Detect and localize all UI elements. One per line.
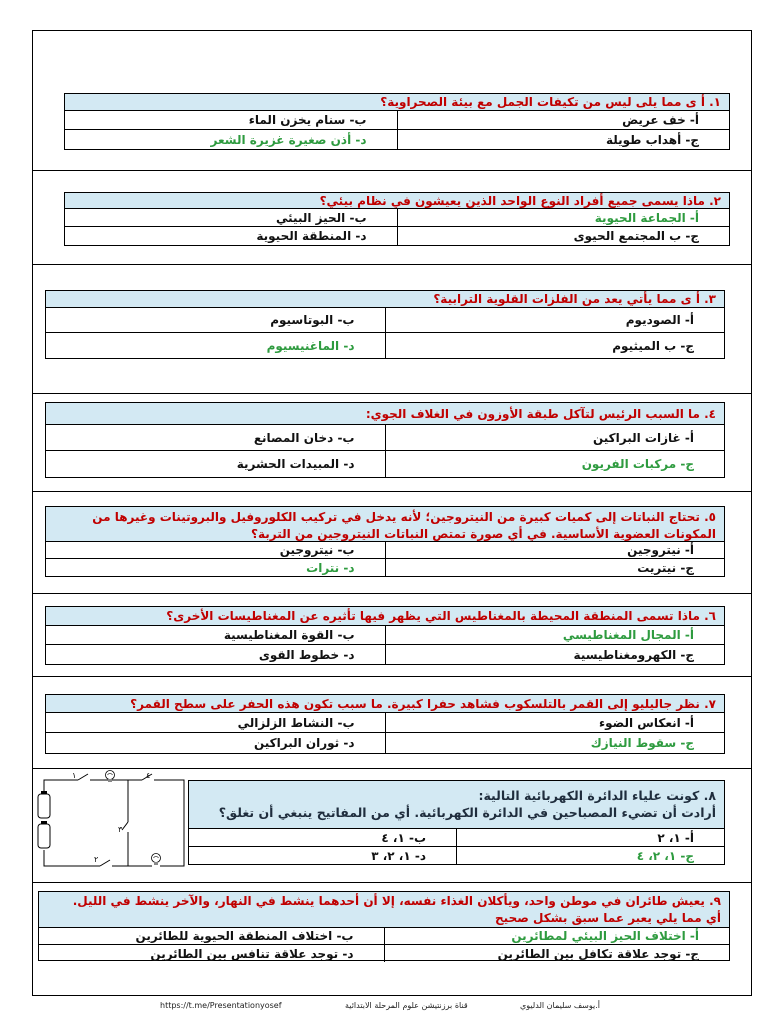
option-c[interactable]: ج- ب الميثيوم (612, 338, 694, 353)
question-stem-line-2: أي مما يلي يعبر عما سبق بشكل صحيح (495, 911, 721, 925)
option-d[interactable]: د- ثوران البراكين (46, 733, 386, 753)
section-divider (32, 491, 752, 492)
option-a-correct[interactable]: أ- المجال المغناطيسي (562, 628, 694, 642)
question-stem: ٧. نظر جاليليو إلى القمر بالتلسكوب فشاهد حفرا كبيرة. ما سبب تكون هذه الحفر على سطح القمر؟ (46, 695, 724, 713)
option-a-correct[interactable]: أ- اختلاف الحيز البيئي لمطائرين (511, 929, 699, 943)
question-stem-line-2: أرادت أن تضيء المصباحين في الدائرة الكهربائية. أي من المفاتيح ينبغي أن تغلق؟ (218, 805, 716, 820)
question-stem: ١. أ ى مما يلى ليس من تكيفات الجمل مع بيئة الصحراوية؟ (65, 94, 729, 111)
question-stem: ٥. تحتاج النباتات إلى كميات كبيرة من النيتروجين؛ لأنه يدخل في تركيب الكلوروفيل والبروتينات وغيرها من المكونات العضوية الأساسية. في أي صورة تمتص النباتات النيتروجين من التربة؟ (46, 507, 724, 542)
option-c[interactable]: ج- أهداب طويلة (605, 132, 699, 147)
option-c-correct[interactable]: ج- ١، ٢، ٤ (636, 848, 694, 863)
option-a[interactable]: أ- غازات البراكين (592, 430, 694, 445)
section-divider (32, 882, 752, 883)
switch-1 (78, 774, 88, 780)
options-row (46, 626, 724, 645)
question-stem: ٢. ماذا يسمى جميع أفراد النوع الواحد الذين يعيشون في نظام بيئي؟ (65, 193, 729, 209)
option-c-correct[interactable]: ج- سقوط النيازك (590, 736, 694, 750)
option-a[interactable]: أ- نيتروجين (627, 543, 694, 557)
option-d[interactable]: د- خطوط القوى (46, 645, 386, 664)
option-b[interactable]: ب- النشاط الزلزالي (46, 713, 386, 732)
question-7 (45, 694, 725, 754)
options-row (46, 308, 724, 333)
options-row (65, 227, 729, 245)
options-row (46, 542, 724, 559)
option-b[interactable]: ب- نيتروجين (46, 542, 386, 558)
options-row (46, 713, 724, 733)
question-stem-line-1: ٩. يعيش طائران في موطن واحد، ويأكلان الغذاء نفسه، إلا أن أحدهما ينشط في النهار، والآخر ينشط في الليل. (72, 894, 721, 908)
section-divider (32, 676, 752, 677)
options-row (189, 829, 724, 847)
option-d-correct[interactable]: د- الماغنيسيوم (46, 333, 386, 358)
switch-label: ٤ (146, 771, 151, 780)
circuit-diagram (34, 770, 194, 878)
option-a[interactable]: أ- الصوديوم (625, 313, 694, 327)
footer-channel: قناة برزنتيشن علوم المرحلة الابتدائية (345, 1001, 468, 1010)
question-stem-line-1: ٨. كونت علياء الدائرة الكهربائية التالية: (478, 788, 716, 803)
footer-link[interactable]: https://t.me/Presentationyosef (160, 1001, 282, 1010)
section-divider (32, 393, 752, 394)
question-3 (45, 290, 725, 359)
options-row (46, 733, 724, 753)
option-c[interactable]: ج- توجد علاقة تكافل بين الطائرين (497, 946, 699, 961)
question-4 (45, 402, 725, 478)
option-a[interactable]: أ- خف عريض (622, 113, 699, 127)
options-row (65, 130, 729, 149)
option-b[interactable]: ب- دخان المصانع (46, 425, 386, 450)
options-row (65, 209, 729, 227)
option-c[interactable]: ج- نيتريت (637, 560, 694, 575)
question-1 (64, 93, 730, 150)
option-b[interactable]: ب- الحيز البيئي (65, 209, 398, 226)
question-6 (45, 606, 725, 665)
section-divider (32, 768, 752, 769)
option-b[interactable]: ب- القوة المغناطيسية (46, 626, 386, 644)
option-b[interactable]: ب- اختلاف المنطقة الحيوية للطائرين (39, 928, 385, 944)
question-stem (39, 892, 729, 928)
footer-author: أ.يوسف سليمان الدليوي (520, 1001, 601, 1010)
option-d[interactable]: د- توجد علاقة تنافس بين الطائرين (39, 945, 385, 962)
question-stem (189, 781, 724, 829)
battery-icon (38, 791, 50, 848)
section-divider (32, 593, 752, 594)
option-c[interactable]: ج- ب المجتمع الحيوى (573, 229, 699, 243)
switch-label: ٢ (94, 855, 99, 864)
option-c-correct[interactable]: ج- مركبات الفريون (581, 457, 694, 471)
lamp-icon (152, 854, 161, 866)
options-row (46, 425, 724, 451)
option-d[interactable]: د- المنطقة الحيوية (65, 227, 398, 245)
option-c[interactable]: ج- الكهرومغناطيسية (573, 647, 694, 662)
options-row (46, 559, 724, 576)
question-8 (188, 780, 725, 865)
question-stem: ٦. ماذا تسمى المنطقة المحيطة بالمغناطيس التي يظهر فيها تأثيره عن المغناطيسات الأخرى؟ (46, 607, 724, 626)
question-stem: ٤. ما السبب الرئيس لتآكل طبقة الأوزون في الغلاف الجوي: (46, 403, 724, 425)
options-row (189, 847, 724, 864)
question-stem: ٣. أ ى مما يأتي يعد من الفلزات القلوية الترابية؟ (46, 291, 724, 308)
option-d[interactable]: د- ١، ٢، ٣ (189, 847, 457, 864)
options-row (39, 928, 729, 945)
option-b[interactable]: ب- سنام يخزن الماء (65, 111, 398, 129)
options-row (46, 645, 724, 664)
option-d[interactable]: د- المبيدات الحشرية (46, 451, 386, 477)
switch-label: ٣ (118, 825, 123, 834)
option-a-correct[interactable]: أ- الجماعة الحيوية (594, 210, 699, 225)
option-d-correct[interactable]: د- نترات (46, 559, 386, 576)
question-5 (45, 506, 725, 577)
option-b[interactable]: ب- البوتاسيوم (46, 308, 386, 332)
section-divider (32, 264, 752, 265)
section-divider (32, 170, 752, 171)
question-2 (64, 192, 730, 246)
options-row (46, 333, 724, 358)
options-row (65, 111, 729, 130)
switch-3 (122, 822, 128, 830)
option-b[interactable]: ب- ١، ٤ (189, 829, 457, 846)
options-row (46, 451, 724, 477)
switch-label: ١ (72, 771, 77, 780)
option-a[interactable]: أ- انعكاس الضوء (599, 715, 694, 730)
question-9 (38, 891, 730, 961)
options-row (39, 945, 729, 962)
option-d-correct[interactable]: د- أذن صغيرة غزيرة الشعر (65, 130, 398, 149)
switch-2 (100, 860, 110, 866)
option-a[interactable]: أ- ١، ٢ (657, 830, 694, 845)
